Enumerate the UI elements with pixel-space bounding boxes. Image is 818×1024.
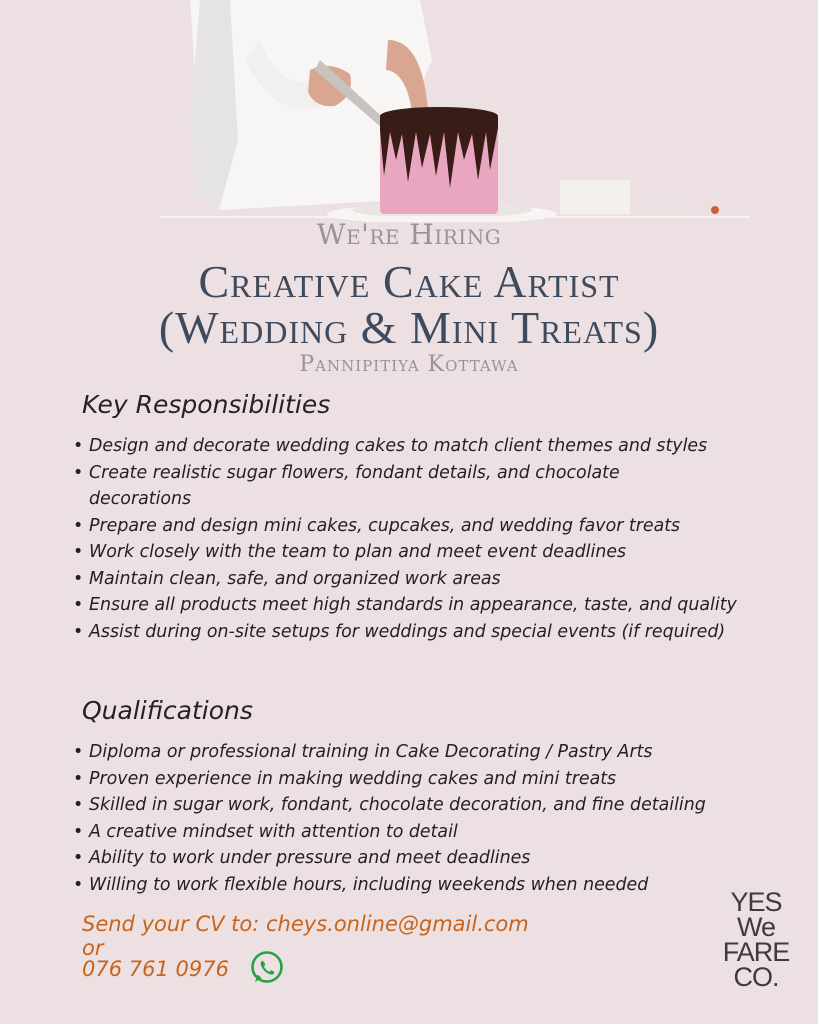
job-title-line2: (Wedding & Mini Treats) <box>158 302 660 353</box>
job-location: Pannipitiya Kottawa <box>299 352 519 377</box>
responsibilities-heading: Key Responsibilities <box>82 390 331 419</box>
list-item: • Willing to work flexible hours, including weekends when needed <box>73 874 649 895</box>
qualifications-heading: Qualifications <box>82 696 253 725</box>
list-item: • Work closely with the team to plan and meet event deadlines <box>73 542 627 562</box>
list-item: • Create realistic sugar flowers, fondant details, and chocolate decorations <box>73 462 620 509</box>
job-title-line1: Creative Cake Artist <box>198 256 620 307</box>
contact-phone[interactable]: 076 761 0976 <box>82 957 229 981</box>
yes-we-fare-logo: YES We FARE CO. <box>722 887 790 992</box>
whatsapp-icon[interactable] <box>249 950 285 986</box>
list-item: • Prepare and design mini cakes, cupcakes, and wedding favor treats <box>73 515 681 536</box>
qualifications-list <box>70 739 770 898</box>
cv-email-line[interactable]: Send your CV to: cheys.online@gmail.com <box>82 912 529 936</box>
hiring-label: We're Hiring <box>316 218 502 251</box>
list-item: • A creative mindset with attention to detail <box>73 821 458 842</box>
contact-or: or <box>82 936 104 960</box>
list-item: • Skilled in sugar work, fondant, chocolate decoration, and fine detailing <box>73 795 706 815</box>
list-item: • Assist during on-site setups for weddings and special events (if required) <box>73 621 726 642</box>
list-item: • Proven experience in making wedding cakes and mini treats <box>73 768 617 789</box>
list-item: • Diploma or professional training in Cake Decorating / Pastry Arts <box>73 742 653 762</box>
list-item: • Maintain clean, safe, and organized work areas <box>73 568 501 589</box>
list-item: • Design and decorate wedding cakes to match client themes and styles <box>73 436 708 456</box>
list-item: • Ability to work under pressure and meet deadlines <box>73 848 531 868</box>
list-item: • Ensure all products meet high standards in appearance, taste, and quality <box>73 595 737 615</box>
hero-image-cake-artist <box>160 0 750 222</box>
responsibilities-list <box>70 433 770 645</box>
